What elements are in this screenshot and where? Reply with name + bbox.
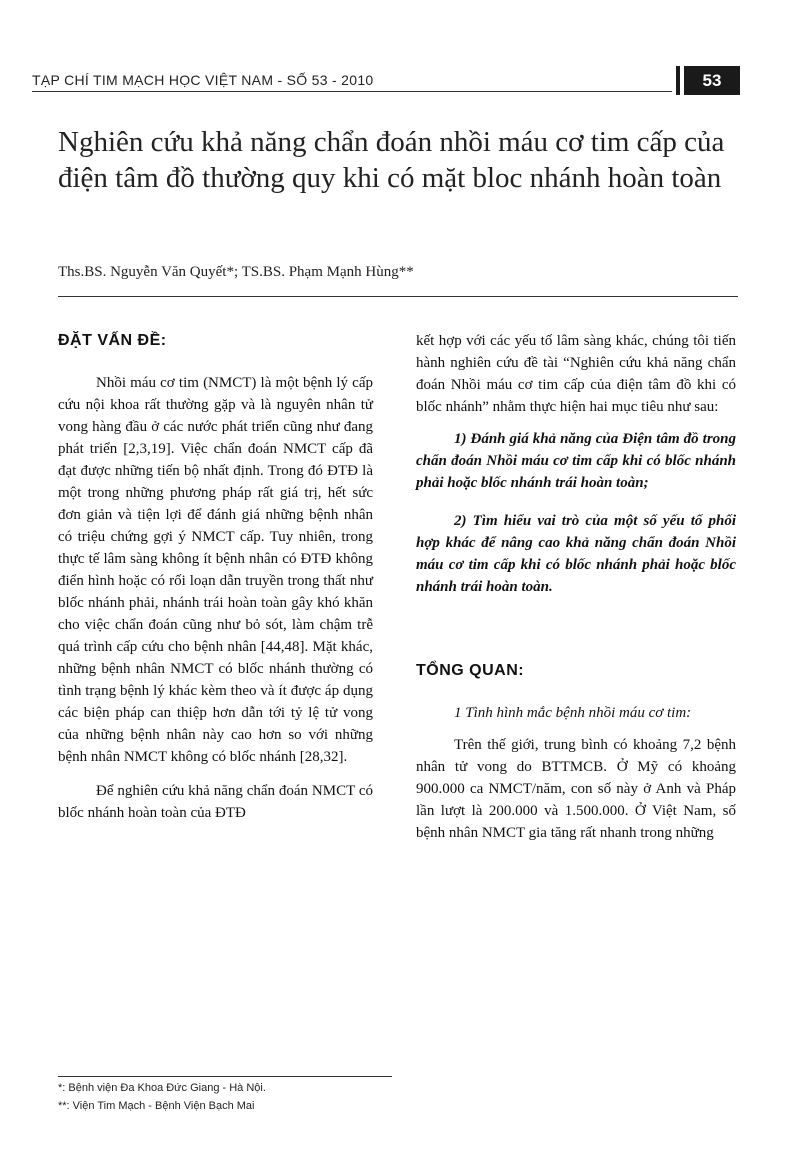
objective-2: 2) Tìm hiểu vai trò của một số yếu tố phối hợp khác để nâng cao khả năng chẩn đoán Nhồi máu cơ tim cấp khi có blốc nhánh phải hoặc blốc nhánh trái hoàn toàn. (416, 513, 736, 595)
authors: Ths.BS. Nguyễn Văn Quyết*; TS.BS. Phạm Mạnh Hùng** (58, 264, 414, 280)
intro-paragraph-1: Nhồi máu cơ tim (NMCT) là một bệnh lý cấp cứu nội khoa rất thường gặp và là nguyên nhân tử vong hàng đầu ở các nước phát triển cũng như đang phát triển [2,3,19]. Việc chẩn đoán NMCT cấp đã đạt được những tiến bộ nhất định. Trong đó ĐTĐ là một trong những phương pháp rất giá trị, hết sức đơn giản và tiện lợi để đánh giá những bệnh nhân có triệu chứng gợi ý NMCT cấp. Tuy nhiên, trong thực tế lâm sàng không ít bệnh nhân có ĐTĐ không điển hình hoặc có rối loạn dẫn truyền trong thất như blốc nhánh phải, nhánh trái hoàn toàn gây khó khăn cho việc chẩn đoán cũng như bỏ sót, làm chậm trễ quá trình cấp cứu cho bệnh nhân [44,48]. Mặt khác, những bệnh nhân NMCT có blốc nhánh thường có tình trạng bệnh lý khác kèm theo và ít được áp dụng các biện pháp can thiệp hơn dẫn tới tỷ lệ tử vong của những bệnh nhân này cao hơn so với những bệnh nhân NMCT không có blốc nhánh [28,32]. (58, 375, 373, 765)
section-heading-intro: ĐẶT VẤN ĐỀ: (58, 332, 167, 349)
section-heading-overview: TỔNG QUAN: (416, 662, 525, 679)
intro-continuation: kết hợp với các yếu tố lâm sàng khác, chúng tôi tiến hành nghiên cứu đề tài “Nghiên cứu khả năng chẩn đoán Nhồi máu cơ tim cấp của điện tâm đồ khi có blốc nhánh” nhằm thực hiện hai mục tiêu như sau: (416, 333, 736, 415)
footnote-1: *: Bệnh viện Đa Khoa Đức Giang - Hà Nội. (58, 1082, 266, 1094)
overview-paragraph: Trên thế giới, trung bình có khoảng 7,2 bệnh nhân tử vong do BTTMCB. Ở Mỹ có khoảng 900.000 ca NMCT/năm, con số này ở Anh và Pháp lần lượt là 200.000 và 1.500.000. Ở Việt Nam, số bệnh nhân NMCT gia tăng rất nhanh trong những (416, 737, 736, 841)
footnote-2: **: Viện Tim Mạch - Bệnh Viện Bạch Mai (58, 1100, 255, 1112)
right-column (416, 330, 736, 844)
page-number: 53 (684, 66, 740, 95)
footnote-rule (58, 1076, 392, 1077)
journal-name: TẠP CHÍ TIM MẠCH HỌC VIỆT NAM - SỐ 53 - 2010 (32, 72, 374, 88)
subsection-heading: 1 Tình hình mắc bệnh nhồi máu cơ tim: (454, 705, 692, 721)
intro-paragraph-2: Để nghiên cứu khả năng chẩn đoán NMCT có blốc nhánh hoàn toàn của ĐTĐ (58, 783, 373, 821)
objective-1: 1) Đánh giá khả năng của Điện tâm đồ trong chẩn đoán Nhồi máu cơ tim cấp khi có blốc nhánh phải hoặc blốc nhánh trái hoàn toàn; (416, 431, 736, 491)
article-title: Nghiên cứu khả năng chẩn đoán nhồi máu cơ tim cấp của điện tâm đồ thường quy khi có mặt bloc nhánh hoàn toàn (58, 126, 725, 194)
left-column (58, 330, 373, 824)
header-rule (32, 91, 672, 92)
title-separator (58, 296, 738, 297)
journal-header (32, 66, 740, 96)
